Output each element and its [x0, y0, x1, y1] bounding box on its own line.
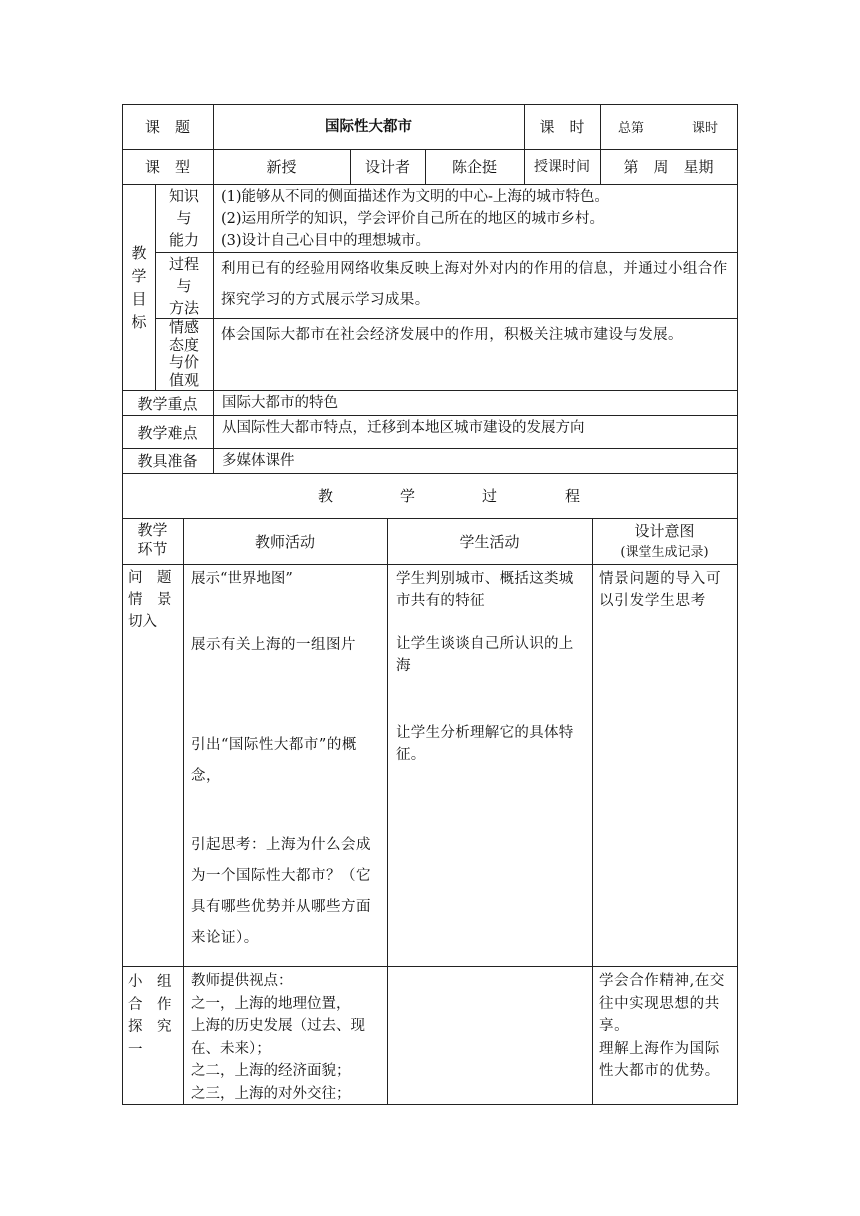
knowledge-items — [221, 186, 733, 252]
process-method-text: 利用已有的经验用网络收集反映上海对外对内的作用的信息，并通过小组合作探究学习的方式展示学习成果。 — [221, 261, 728, 308]
intent-1: 情景问题的导入可以引发学生思考 — [599, 571, 722, 609]
type-value: 新授 — [266, 158, 297, 176]
student-activity-3: 让学生分析理解它的具体特征。 — [396, 725, 574, 763]
intent-header: 设计意图 — [634, 522, 695, 540]
goals-label: 教 学 目 标 — [131, 244, 147, 331]
teacher-activity-1: 展示“世界地图” — [191, 571, 293, 587]
period-suffix: 课时 — [692, 121, 719, 136]
time-value: 第 周 星期 — [623, 158, 714, 176]
stage-situation: 问 题 情 景 切入 — [128, 570, 172, 630]
key-point-label: 教学重点 — [137, 395, 198, 413]
teacher-header: 教师活动 — [254, 533, 315, 551]
teacher-activity-3: 引出“国际性大都市”的概念， — [191, 737, 357, 784]
period-label: 课 时 — [539, 118, 585, 136]
teacher-activity-2: 展示有关上海的一组图片 — [191, 637, 356, 653]
process-method-label: 过程 与 方法 — [168, 255, 199, 317]
designer-value: 陈企挺 — [451, 158, 497, 176]
emotion-text: 体会国际大都市在社会经济发展中的作用，积极关注城市建设与发展。 — [221, 327, 683, 343]
topic-label: 课 题 — [144, 118, 190, 136]
topic-value: 国际性大都市 — [325, 119, 412, 135]
intent-2: 学会合作精神,在交往中实现思想的共享。 理解上海作为国际性大都市的优势。 — [599, 973, 726, 1079]
teacher-activity-4: 引起思考：上海为什么会成为一个国际性大都市？（它具有哪些优势并从哪些方面来论证）。 — [191, 837, 371, 946]
knowledge-item: (3)设计自己心目中的理想城市。 — [221, 233, 431, 249]
knowledge-label: 知识 与 能力 — [168, 187, 199, 249]
stage-header: 教学 环节 — [137, 521, 168, 558]
intent-note: (课堂生成记录) — [620, 545, 709, 560]
difficulty-value: 从国际性大都市特点，迁移到本地区城市建设的发展方向 — [222, 420, 585, 436]
designer-label: 设计者 — [364, 158, 410, 176]
knowledge-item: (1)能够从不同的侧面描述作为文明的中心-上海的城市特色。 — [221, 189, 609, 205]
period-prefix: 总第 — [618, 121, 645, 136]
student-activity-2: 让学生谈谈自己所认识的上海 — [396, 636, 574, 674]
emotion-label: 情感 态度 与价 值观 — [168, 318, 199, 389]
tools-label: 教具准备 — [137, 452, 198, 470]
time-label: 授课时间 — [534, 159, 590, 175]
knowledge-item: (2)运用所学的知识，学会评价自己所在的地区的城市乡村。 — [221, 211, 605, 227]
teacher-group-activity: 教师提供视点： 之一，上海的地理位置， 上海的历史发展（过去、现在、未来）； 之二，上海的经济面貌； 之三，上海的对外交往； — [191, 973, 365, 1102]
stage-group: 小 组 合 作 探 究 一 — [128, 974, 172, 1058]
tools-value: 多媒体课件 — [222, 453, 295, 469]
difficulty-label: 教学难点 — [137, 424, 198, 442]
student-header: 学生活动 — [459, 533, 520, 551]
process-title: 教 学 过 程 — [318, 487, 581, 505]
key-point-value: 国际大都市的特色 — [222, 395, 338, 411]
student-activity-1: 学生判别城市、概括这类城市共有的特征 — [396, 571, 574, 609]
type-label: 课 型 — [144, 158, 190, 176]
